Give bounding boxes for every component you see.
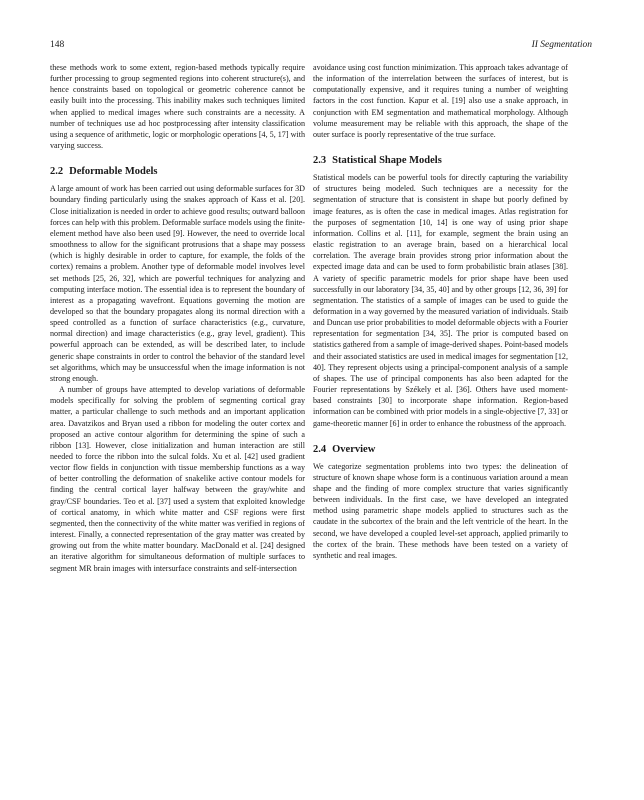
deformable-models-paragraph-2: A number of groups have attempted to develop variations of deformable models specifically for solving the problem of segmenting cortical gray matter, a particular challenge to such methods and an important application area. Davatzikos and Bryan used a ribbon for modeling the outer cortex and proposed an active contour algorithm for determining the spine of such a ribbon [13]. However, close initialization and human interaction are still needed to force the ribbon into the sulcal folds. Xu et al. [42] used gradient vector flow fields in conjunction with tissue membership functions as a way of better controlling the deformation of snakelike active contour models for finding the central cortical layer halfway between the gray/white and gray/CSF boundaries. Teo et al. [37] used a system that exploited knowledge of cortical anatomy, in which white matter and CSF regions were first segmented, then the connectivity of the white matter was verified in regions of interest. Finally, a connected representation of the gray matter was created by growing out from the white matter boundary. MacDonald et al. [24] designed an iterative algorithm for simultaneous deformation of multiple surfaces to segment MR brain images with intersurface constraints and self-intersection [50, 385, 305, 573]
section-number: 2.4 [313, 443, 327, 455]
running-title: II Segmentation [531, 40, 592, 50]
section-title: Overview [332, 443, 376, 455]
left-column [50, 62, 305, 574]
section-title: Statistical Shape Models [332, 155, 442, 167]
statistical-shape-models-paragraph: Statistical models can be powerful tools for directly capturing the variability of structures being modeled. Such techniques are a necessity for the segmentation of structure that is consistent in shape but poorly defined by image features, as is often the case in medical images. Atlas registration for the purposes of segmentation [10, 14] is one way of using prior shape information. Collins et al. [11], for example, segment the brain using an elastic registration to an average brain, based on a hierarchical local correlation. The average brain provides strong prior information about the expected image data and can be used to form probabilistic brain atlases [38]. A variety of specific parametric models for prior shape have been used successfully in our laboratory [34, 35, 40] and by other groups [12, 36, 39] for segmentation. The statistics of a sample of images can be used to guide the deformation in a way governed by the measured variation of individuals. Staib and Duncan use prior probabilities to model deformable objects with a Fourier representation for segmentation [34, 35]. The prior is computed based on statistics gathered from a sample of image-derived shapes. Point-based models and their associated statistics are used in medical images for segmentation [12, 40]. They represent objects using a principal-component analysis of a sample of shapes. The use of principal components has also been adapted for the Fourier representations by Székely et al. [36]. Others have used moment-based constraints [30] to incorporate shape information. Region-based information can be combined with prior models in a single-objective [7, 33] or game-theoretic manner [6] in order to enhance the robustness of the approach. [313, 173, 568, 428]
deformable-models-paragraph-1: A large amount of work has been carried out using deformable surfaces for 3D boundary finding particularly using the snakes approach of Kass et al. [20]. Close initialization is needed in order to achieve good results; outward balloon forces can help with this problem. Deformable surface models using the finite-element method have also been used [9]. However, the need to override local smoothness to allow for the significant protrusions that a shape may possess (which is highly desirable in order to capture, for example, the folds of the cortex) remains a problem. Another type of deformable model involves level set methods [25, 26, 32], which are powerful techniques for analyzing and computing interface motion. The essential idea is to represent the boundary of interest as a propagating wavefront. Equations governing the motion are developed so that the boundary propagates along its normal direction with a speed controlled as a function of surface characteristics (e.g., curvature, normal direction) and image characteristics (e.g., gray level, gradient). This powerful approach can be extended, as will be described later, to include generic shape constraints in order to control the behavior of the standard level set algorithms, which may be unsuccessful when the image information is not strong enough. [50, 184, 305, 383]
section-number: 2.2 [50, 166, 64, 178]
section-number: 2.3 [313, 155, 327, 167]
right-column [313, 62, 568, 561]
section-heading-deformable-models [50, 165, 305, 178]
section-title: Deformable Models [69, 166, 158, 178]
section-heading-statistical-shape-models [313, 154, 568, 167]
right-intro-paragraph: avoidance using cost function minimization. This approach takes advantage of the information of the interrelation between the surfaces of interest, but is computationally expensive, and it requires tuning a number of weighting factors in the cost function. Kapur et al. [19] also use a snake approach, in conjunction with EM segmentation and mathematical morphology. Although volume measurement may be reliable with this approach, the shape of the outer surface is poorly representative of the true surface. [313, 63, 568, 139]
page-number: 148 [50, 40, 65, 50]
page-header [50, 40, 592, 54]
section-heading-overview [313, 443, 568, 456]
left-intro-paragraph: these methods work to some extent, region-based methods typically require further processing to group segmented regions into coherent structure(s), and hence constraints based on topological or geometric coherence cannot be easily built into the processing. This inability makes such techniques limited when applied to medical images where such constraints are a necessity. A number of techniques use ad hoc postprocessing after intensity classification using a sequence of arithmetic, logic or morphologic operations [4, 5, 17] with varying success. [50, 63, 305, 151]
overview-paragraph: We categorize segmentation problems into two types: the delineation of structure of known shape whose form is a continuous variation around a mean shape and the finding of more complex structure that varies significantly between individuals. In the first case, we have developed an integrated method using parametric shape models applied to structures such as the caudate in the subcortex of the brain and the left ventricle of the heart. In the second, we have developed a coupled level-set approach, applied primarily to the cortex of the brain. These methods have been tested on a variety of synthetic and real images. [313, 461, 568, 560]
